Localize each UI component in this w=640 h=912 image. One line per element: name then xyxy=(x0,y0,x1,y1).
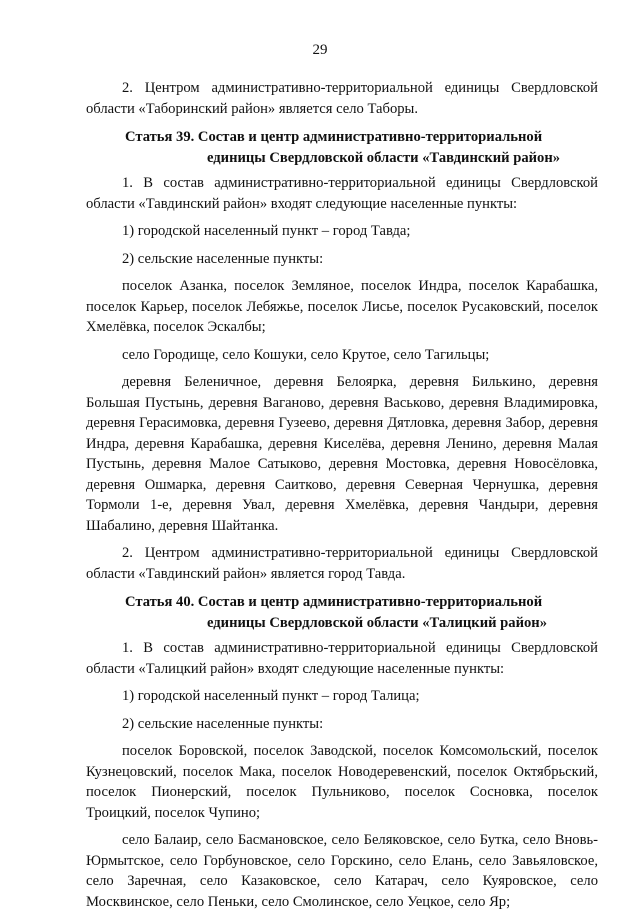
document-body xyxy=(86,78,598,912)
paragraph-tavda-hamlets: деревня Беленичное, деревня Белоярка, деревня Билькино, деревня Большая Пустынь, деревня Ваганово, деревня Васьково, деревня Владимировка, деревня Герасимовка, деревня Гузеево, деревня Дятловка, деревня Забор, деревня Индра, деревня Карабашка, деревня Киселёва, деревня Ленино, деревня Малая Пустынь, деревня Малое Сатыково, деревня Мостовка, деревня Новосёловка, деревня Ошмарка, деревня Саитково, деревня Северная Чернушка, деревня Тормоли 1-е, деревня Увал, деревня Хмелёвка, деревня Чандыри, деревня Шабалино, деревня Шайтанка. xyxy=(86,374,598,534)
paragraph-tavda-settlements: поселок Азанка, поселок Земляное, поселок Индра, поселок Карабашка, поселок Карьер, поселок Лебяжье, поселок Лисье, поселок Русаковский, поселок Хмелёвка, поселок Эскалбы; xyxy=(86,278,598,335)
paragraph-tavda-rural-intro: 2) сельские населенные пункты: xyxy=(122,250,324,267)
paragraph-talitsa-rural-intro: 2) сельские населенные пункты: xyxy=(122,715,324,732)
paragraph-tavda-composition: 1. В состав административно-территориальной единицы Свердловской области «Тавдинский район» входят следующие населенные пункты: xyxy=(86,175,598,212)
paragraph-talitsa-villages: село Балаир, село Басмановское, село Беляковское, село Бутка, село Вновь-Юрмытское, село Горбуновское, село Горскино, село Елань, село Завьяловское, село Заречная, село Казаковское, село Катарач, село Куяровское, село Москвинское, село Пеньки, село Смолинское, село Уецкое, село Яр; xyxy=(86,832,598,910)
page-number: 29 xyxy=(312,42,328,58)
paragraph-talitsa-composition: 1. В состав административно-территориальной единицы Свердловской области «Талицкий район» входят следующие населенные пункты: xyxy=(86,640,598,677)
paragraph-tavda-center: 2. Центром административно-территориальной единицы Свердловской области «Тавдинский район» является город Тавда. xyxy=(86,545,598,582)
paragraph-talitsa-urban: 1) городской населенный пункт – город Талица; xyxy=(122,688,420,704)
article-40-heading: Статья 40. Состав и центр административно-территориальной единицы Свердловской области «Талицкий район» xyxy=(125,594,547,631)
paragraph-taborinsky-center: 2. Центром административно-территориальной единицы Свердловской области «Таборинский район» является село Таборы. xyxy=(86,80,598,117)
paragraph-talitsa-settlements: поселок Боровской, поселок Заводской, поселок Комсомольский, поселок Кузнецовский, поселок Мака, поселок Новодеревенский, поселок Октябрьский, поселок Пионерский, поселок Пульниково, поселок Сосновка, поселок Троицкий, поселок Чупино; xyxy=(86,743,598,821)
paragraph-tavda-villages: село Городище, село Кошуки, село Крутое, село Тагильцы; xyxy=(122,346,490,363)
paragraph-tavda-urban: 1) городской населенный пункт – город Тавда; xyxy=(122,223,411,239)
article-39-heading: Статья 39. Состав и центр административно-территориальной единицы Свердловской области «Тавдинский район» xyxy=(125,129,561,166)
